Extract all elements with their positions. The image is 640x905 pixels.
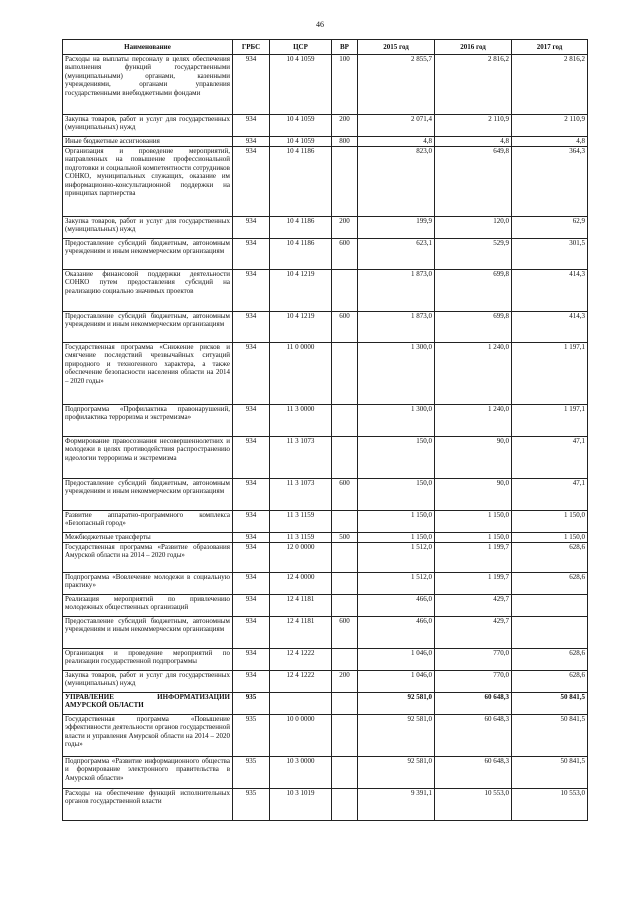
row-2015: 2 071,4 [358,115,435,137]
row-csr: 10 4 1059 [270,55,332,115]
row-2016: 120,0 [435,217,512,239]
row-2016: 429,7 [435,617,512,649]
row-2016: 1 150,0 [435,533,512,543]
row-vr [332,511,358,533]
row-grbs: 934 [233,217,270,239]
row-2015: 4,8 [358,137,435,147]
row-name: Расходы на обеспечение функций исполнительных органов государственной власти [63,789,233,821]
row-2015: 466,0 [358,617,435,649]
row-2017: 628,6 [512,573,588,595]
table-row [63,115,588,137]
table-row [63,312,588,343]
table-row [63,543,588,573]
row-grbs: 934 [233,115,270,137]
row-name: Организация и проведение мероприятий, направленных на повышение профессиональной подготовки и социальной компетентности сотрудников СОНКО, муниципальных служащих, оказание им информационно-консультационной поддержки на принципах партнерства [63,147,233,217]
row-name: Оказание финансовой поддержки деятельности СОНКО путем предоставления субсидий на реализацию социально значимых проектов [63,270,233,312]
row-2015: 9 391,1 [358,789,435,821]
row-2015: 623,1 [358,239,435,270]
row-name: Подпрограмма «Профилактика правонарушений, профилактика терроризма и экстремизма» [63,405,233,437]
row-vr [332,693,358,715]
row-grbs: 934 [233,511,270,533]
row-grbs: 934 [233,671,270,693]
row-2017: 1 150,0 [512,511,588,533]
row-2015: 1 512,0 [358,543,435,573]
row-2016: 90,0 [435,479,512,511]
row-csr: 12 4 1181 [270,617,332,649]
row-name: Закупка товаров, работ и услуг для государственных (муниципальных) нужд [63,671,233,693]
budget-table [62,39,588,821]
row-2016: 60 648,3 [435,757,512,789]
row-csr: 10 4 1059 [270,137,332,147]
row-2017: 364,3 [512,147,588,217]
table-row [63,511,588,533]
row-vr: 600 [332,479,358,511]
row-grbs: 934 [233,617,270,649]
table-row [63,617,588,649]
row-vr [332,757,358,789]
header-2016: 2016 год [435,40,512,55]
row-vr [332,343,358,405]
row-2015: 1 046,0 [358,649,435,671]
row-2015: 1 046,0 [358,671,435,693]
row-csr: 12 0 0000 [270,543,332,573]
row-2015: 1 300,0 [358,343,435,405]
row-2015: 1 300,0 [358,405,435,437]
row-2017: 50 841,5 [512,715,588,757]
table-row [63,533,588,543]
row-grbs: 934 [233,55,270,115]
header-vr: ВР [332,40,358,55]
row-2016: 1 199,7 [435,573,512,595]
row-2017: 628,6 [512,671,588,693]
row-vr: 600 [332,312,358,343]
row-grbs: 935 [233,715,270,757]
row-name: Предоставление субсидий бюджетным, автономным учреждениям и иным некоммерческим организациям [63,617,233,649]
row-grbs: 934 [233,312,270,343]
row-grbs: 934 [233,595,270,617]
page-number: 46 [316,20,324,29]
row-name: Государственная программа «Повышение эффективности деятельности органов государственной власти и управления Амурской области на 2014 – 2020 годы» [63,715,233,757]
table-row [63,437,588,479]
row-vr: 800 [332,137,358,147]
row-grbs: 934 [233,479,270,511]
row-name: Подпрограмма «Развитие информационного общества и формирование электронного правительства в Амурской области» [63,757,233,789]
row-grbs: 934 [233,270,270,312]
row-csr: 12 4 1222 [270,649,332,671]
row-2016: 429,7 [435,595,512,617]
row-vr [332,649,358,671]
row-name: Формирование правосознания несовершеннолетних и молодежи в целях противодействия распространению идеологии терроризма и экстремизма [63,437,233,479]
table-row [63,405,588,437]
row-vr: 600 [332,239,358,270]
table-row [63,693,588,715]
table-row [63,573,588,595]
row-csr: 10 4 1219 [270,270,332,312]
row-2015: 1 873,0 [358,312,435,343]
row-2017: 50 841,5 [512,757,588,789]
row-csr: 11 3 1159 [270,511,332,533]
row-2017: 414,3 [512,270,588,312]
row-2015: 150,0 [358,437,435,479]
row-2015: 1 150,0 [358,511,435,533]
row-grbs: 934 [233,573,270,595]
row-csr: 10 3 1019 [270,789,332,821]
row-name: Иные бюджетные ассигнования [63,137,233,147]
row-name: Развитие аппаратно-программного комплекса «Безопасный город» [63,511,233,533]
row-csr: 12 4 1181 [270,595,332,617]
row-csr: 10 4 1219 [270,312,332,343]
row-2015: 92 581,0 [358,757,435,789]
row-2017: 628,6 [512,543,588,573]
row-csr: 12 4 1222 [270,671,332,693]
row-name: Межбюджетные трансферты [63,533,233,543]
table-row [63,137,588,147]
row-2017: 1 197,1 [512,343,588,405]
table-row [63,270,588,312]
row-2016: 1 150,0 [435,511,512,533]
row-vr: 200 [332,115,358,137]
row-2016: 699,8 [435,270,512,312]
row-grbs: 934 [233,649,270,671]
row-2017: 2 110,9 [512,115,588,137]
row-grbs: 935 [233,757,270,789]
row-2015: 1 873,0 [358,270,435,312]
table-row [63,715,588,757]
row-csr: 11 3 0000 [270,405,332,437]
row-2016: 1 240,0 [435,405,512,437]
row-grbs: 935 [233,693,270,715]
table-header-row [63,40,588,55]
row-csr: 11 3 1073 [270,437,332,479]
row-2016: 649,8 [435,147,512,217]
row-2015: 2 855,7 [358,55,435,115]
row-vr: 600 [332,617,358,649]
row-2017: 62,9 [512,217,588,239]
table-row [63,671,588,693]
row-2017: 414,3 [512,312,588,343]
row-2015: 1 150,0 [358,533,435,543]
row-2016: 2 110,9 [435,115,512,137]
row-2017: 47,1 [512,479,588,511]
row-2015: 150,0 [358,479,435,511]
row-2017: 10 553,0 [512,789,588,821]
row-vr: 200 [332,217,358,239]
row-2016: 60 648,3 [435,715,512,757]
row-grbs: 934 [233,239,270,270]
row-vr [332,270,358,312]
row-name: Подпрограмма «Вовлечение молодежи в социальную практику» [63,573,233,595]
row-name: Предоставление субсидий бюджетным, автономным учреждениям и иным некоммерческим организациям [63,239,233,270]
row-name: Закупка товаров, работ и услуг для государственных (муниципальных) нужд [63,217,233,239]
row-name: Предоставление субсидий бюджетным, автономным учреждениям и иным некоммерческим организациям [63,312,233,343]
row-vr [332,715,358,757]
row-2016: 770,0 [435,649,512,671]
row-vr [332,437,358,479]
row-vr: 500 [332,533,358,543]
row-2017: 50 841,5 [512,693,588,715]
row-name: Расходы на выплаты персоналу в целях обеспечения выполнения функций государственными (муниципальными) органами, казенными учреждениями, органами управления государственными внебюджетными фондами [63,55,233,115]
table-row [63,55,588,115]
table-row [63,217,588,239]
row-2017: 301,5 [512,239,588,270]
table-row [63,147,588,217]
row-vr: 200 [332,671,358,693]
row-name: Предоставление субсидий бюджетным, автономным учреждениям и иным некоммерческим организациям [63,479,233,511]
row-2017 [512,617,588,649]
row-2016: 770,0 [435,671,512,693]
row-csr: 10 0 0000 [270,715,332,757]
row-csr: 11 3 1159 [270,533,332,543]
header-grbs: ГРБС [233,40,270,55]
row-2017: 1 150,0 [512,533,588,543]
row-2016: 90,0 [435,437,512,479]
row-name: Государственная программа «Развитие образования Амурской области на 2014 – 2020 годы» [63,543,233,573]
row-grbs: 934 [233,343,270,405]
row-name: Закупка товаров, работ и услуг для государственных (муниципальных) нужд [63,115,233,137]
row-vr: 100 [332,55,358,115]
row-name: УПРАВЛЕНИЕ ИНФОРМАТИЗАЦИИ АМУРСКОЙ ОБЛАСТИ [63,693,233,715]
header-name: Наименование [63,40,233,55]
row-csr: 11 3 1073 [270,479,332,511]
table-row [63,595,588,617]
row-2017: 628,6 [512,649,588,671]
row-2016: 1 240,0 [435,343,512,405]
row-csr: 10 4 1186 [270,239,332,270]
row-name: Реализация мероприятий по привлечению молодежных общественных организаций [63,595,233,617]
row-grbs: 934 [233,533,270,543]
row-vr [332,147,358,217]
row-2015: 466,0 [358,595,435,617]
row-vr [332,789,358,821]
header-csr: ЦСР [270,40,332,55]
row-2017 [512,595,588,617]
row-2015: 199,9 [358,217,435,239]
row-vr [332,595,358,617]
row-grbs: 935 [233,789,270,821]
row-csr [270,693,332,715]
row-csr: 10 4 1186 [270,217,332,239]
row-2015: 92 581,0 [358,715,435,757]
table-row [63,649,588,671]
table-row [63,789,588,821]
row-vr [332,543,358,573]
table-row [63,479,588,511]
row-2016: 2 816,2 [435,55,512,115]
table-row [63,757,588,789]
header-2017: 2017 год [512,40,588,55]
row-csr: 11 0 0000 [270,343,332,405]
row-2017: 1 197,1 [512,405,588,437]
row-vr [332,573,358,595]
row-2016: 4,8 [435,137,512,147]
row-csr: 10 4 1059 [270,115,332,137]
row-2016: 699,8 [435,312,512,343]
header-2015: 2015 год [358,40,435,55]
row-csr: 12 4 0000 [270,573,332,595]
row-2016: 529,9 [435,239,512,270]
row-2017: 2 816,2 [512,55,588,115]
row-grbs: 934 [233,147,270,217]
row-2016: 10 553,0 [435,789,512,821]
row-2015: 1 512,0 [358,573,435,595]
row-2015: 92 581,0 [358,693,435,715]
row-2015: 823,0 [358,147,435,217]
row-2017: 47,1 [512,437,588,479]
row-grbs: 934 [233,137,270,147]
row-name: Государственная программа «Снижение рисков и смягчение последствий чрезвычайных ситуаций природного и техногенного характера, а также обеспечение безопасности населения области на 2014 – 2020 годы» [63,343,233,405]
row-2016: 60 648,3 [435,693,512,715]
row-grbs: 934 [233,437,270,479]
row-csr: 10 3 0000 [270,757,332,789]
row-vr [332,405,358,437]
row-csr: 10 4 1186 [270,147,332,217]
row-grbs: 934 [233,405,270,437]
row-name: Организация и проведение мероприятий по реализации государственной подпрограммы [63,649,233,671]
row-grbs: 934 [233,543,270,573]
table-row [63,343,588,405]
row-2016: 1 199,7 [435,543,512,573]
row-2017: 4,8 [512,137,588,147]
table-row [63,239,588,270]
